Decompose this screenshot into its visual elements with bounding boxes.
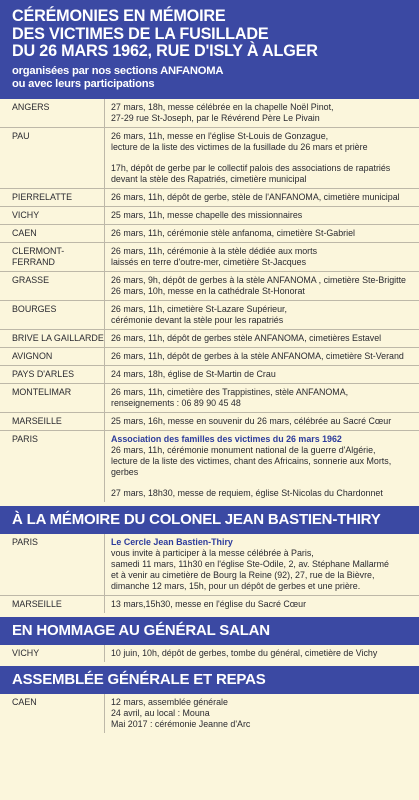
detail-paragraph [111,246,413,268]
detail-line: 26 mars, 11h, cimetière des Trappistines, stèle ANFANOMA, [111,386,349,397]
detail-line: lecture de la liste des victimes, chant des Africains, sonnerie aux Morts, gerbes [111,455,392,477]
main-subtitle-line: organisées par nos sections ANFANOMA [12,64,224,77]
ceremony-row [0,383,419,412]
ceremony-row [0,347,419,365]
ceremony-row [0,329,419,347]
detail-paragraph [111,416,413,427]
detail-line: Association des familles des victimes du 26 mars 1962 [111,433,342,444]
ceremony-row [0,365,419,383]
city-label: PARIS [0,534,105,595]
main-subtitle [12,65,411,91]
ceremony-row [0,271,419,300]
detail-line: renseignements : 06 89 90 45 48 [111,397,241,408]
main-banner [0,0,419,99]
ceremony-row [0,595,419,613]
organizer-name [111,434,413,445]
detail-paragraph [111,648,413,659]
detail-line: 27-29 rue St-Joseph, par le Révérend Père Le Pivain [111,112,320,123]
ceremony-row [0,694,419,733]
detail-line: 12 mars, assemblée générale [111,696,228,707]
detail-line: 10 juin, 10h, dépôt de gerbes, tombe du général, cimetière de Vichy [111,647,378,658]
detail-paragraph [111,351,413,362]
city-label: MONTELIMAR [0,384,105,412]
ceremony-row [0,188,419,206]
city-label: VICHY [0,645,105,662]
city-label: CAEN [0,225,105,242]
detail-paragraph [111,102,413,124]
detail-line: 24 avril, au local : Mouna [111,707,210,718]
detail-line: 26 mars, 11h, dépôt de gerbes stèle ANFANOMA, cimetières Estavel [111,332,382,343]
city-label: MARSEILLE [0,413,105,430]
main-title-line: DU 26 MARS 1962, RUE D'ISLY À ALGER [12,42,318,60]
detail-paragraph [111,275,413,297]
detail-line: laissés en terre d'outre-mer, cimetière St-Jacques [111,256,307,267]
salan-banner: EN HOMMAGE AU GÉNÉRAL SALAN [0,617,419,645]
detail-paragraph [111,131,413,153]
detail-line: 26 mars, 11h, cérémonie stèle anfanoma, cimetière St-Gabriel [111,227,356,238]
ceremony-details [105,596,419,613]
city-label: BOURGES [0,301,105,329]
detail-line: 27 mars, 18h, messe célébrée en la chapelle Noël Pinot, [111,101,334,112]
detail-paragraph [111,599,413,610]
ceremony-details [105,694,419,733]
ceremony-details [105,645,419,662]
city-label: CAEN [0,694,105,733]
ceremony-row [0,99,419,127]
detail-line: lecture de la liste des victimes de la fusillade du 26 mars et prière [111,141,368,152]
ceremony-row [0,645,419,662]
ceremony-details [105,431,419,502]
main-title-line: DES VICTIMES DE LA FUSILLADE [12,24,269,43]
detail-line: cérémonie devant la stèle pour les rapatriés [111,314,284,325]
ceremony-details [105,384,419,412]
ceremony-row [0,300,419,329]
city-label: AVIGNON [0,348,105,365]
detail-paragraph [111,697,413,730]
ceremony-details [105,534,419,595]
detail-line: et à venir au cimetière de Bourg la Reine (92), 27, rue de la Bièvre, [111,569,375,580]
ceremony-row [0,242,419,271]
detail-line: 26 mars, 11h, dépôt de gerbe, stèle de l'ANFANOMA, cimetière municipal [111,191,400,202]
ceremony-details [105,207,419,224]
detail-line: 24 mars, 18h, église de St-Martin de Crau [111,368,276,379]
city-label: MARSEILLE [0,596,105,613]
bastien-thiry-banner: À LA MÉMOIRE DU COLONEL JEAN BASTIEN-THIRY [0,506,419,534]
detail-paragraph [111,445,413,478]
detail-paragraph [111,228,413,239]
ceremony-details [105,189,419,206]
city-label: PAU [0,128,105,188]
organizer-name [111,537,413,548]
detail-line: 25 mars, 11h, messe chapelle des missionnaires [111,209,303,220]
ceremony-details [105,99,419,127]
ceremony-details [105,301,419,329]
city-label: CLERMONT-FERRAND [0,243,105,271]
city-label: VICHY [0,207,105,224]
main-subtitle-line: ou avec leurs participations [12,77,155,90]
assemblee-banner: ASSEMBLÉE GÉNÉRALE ET REPAS [0,666,419,694]
detail-paragraph [111,369,413,380]
ceremony-details [105,413,419,430]
detail-paragraph [111,548,413,592]
ceremony-details [105,348,419,365]
detail-line: 26 mars, 10h, messe en la cathédrale St-Honorat [111,285,305,296]
city-label: PAYS D'ARLES [0,366,105,383]
detail-line: devant la stèle des Rapatriés, cimetière municipal [111,173,307,184]
city-label: PIERRELATTE [0,189,105,206]
bastien-thiry-list [0,534,419,613]
detail-paragraph [111,163,413,185]
main-title [12,8,411,61]
detail-line: 27 mars, 18h30, messe de requiem, église St-Nicolas du Chardonnet [111,487,383,498]
detail-paragraph [111,488,413,499]
detail-line: dimanche 12 mars, 15h, pour un dépôt de gerbes et une prière. [111,580,361,591]
city-label: PARIS [0,431,105,502]
ceremony-details [105,128,419,188]
main-title-line: CÉRÉMONIES EN MÉMOIRE [12,7,226,25]
ceremony-row [0,412,419,430]
detail-line: Le Cercle Jean Bastien-Thiry [111,536,233,547]
detail-line: 26 mars, 11h, cimetière St-Lazare Supérieur, [111,303,287,314]
ceremony-row [0,127,419,188]
detail-line: 13 mars,15h30, messe en l'église du Sacré Cœur [111,598,307,609]
detail-line: samedi 11 mars, 11h30 en l'église Ste-Odile, 2, av. Stéphane Mallarmé [111,558,389,569]
detail-paragraph [111,304,413,326]
city-label: GRASSE [0,272,105,300]
ceremony-details [105,330,419,347]
detail-line: Mai 2017 : cérémonie Jeanne d'Arc [111,718,251,729]
ceremony-list [0,99,419,502]
detail-paragraph [111,192,413,203]
ceremony-row [0,224,419,242]
ceremony-details [105,272,419,300]
ceremony-row [0,430,419,502]
salan-list [0,645,419,662]
detail-line: 26 mars, 9h, dépôt de gerbes à la stèle ANFANOMA , cimetière Ste-Brigitte [111,274,406,285]
detail-line: 25 mars, 16h, messe en souvenir du 26 mars, célébrée au Sacré Cœur [111,415,392,426]
detail-line: 26 mars, 11h, messe en l'église St-Louis de Gonzague, [111,130,329,141]
assemblee-list [0,694,419,733]
detail-paragraph [111,333,413,344]
detail-line: 17h, dépôt de gerbe par le collectif palois des associations de rapatriés [111,162,391,173]
detail-line: 26 mars, 11h, cérémonie monument national de la guerre d'Algérie, [111,444,376,455]
ceremony-details [105,225,419,242]
detail-line: vous invite à participer à la messe célébrée à Paris, [111,547,314,558]
detail-line: 26 mars, 11h, cérémonie à la stèle dédiée aux morts [111,245,318,256]
detail-paragraph [111,210,413,221]
detail-paragraph [111,387,413,409]
ceremony-row [0,206,419,224]
ceremony-details [105,243,419,271]
detail-line: 26 mars, 11h, dépôt de gerbes à la stèle ANFANOMA, cimetière St-Verand [111,350,404,361]
city-label: ANGERS [0,99,105,127]
ceremony-details [105,366,419,383]
ceremony-row [0,534,419,595]
city-label: BRIVE LA GAILLARDE [0,330,105,347]
